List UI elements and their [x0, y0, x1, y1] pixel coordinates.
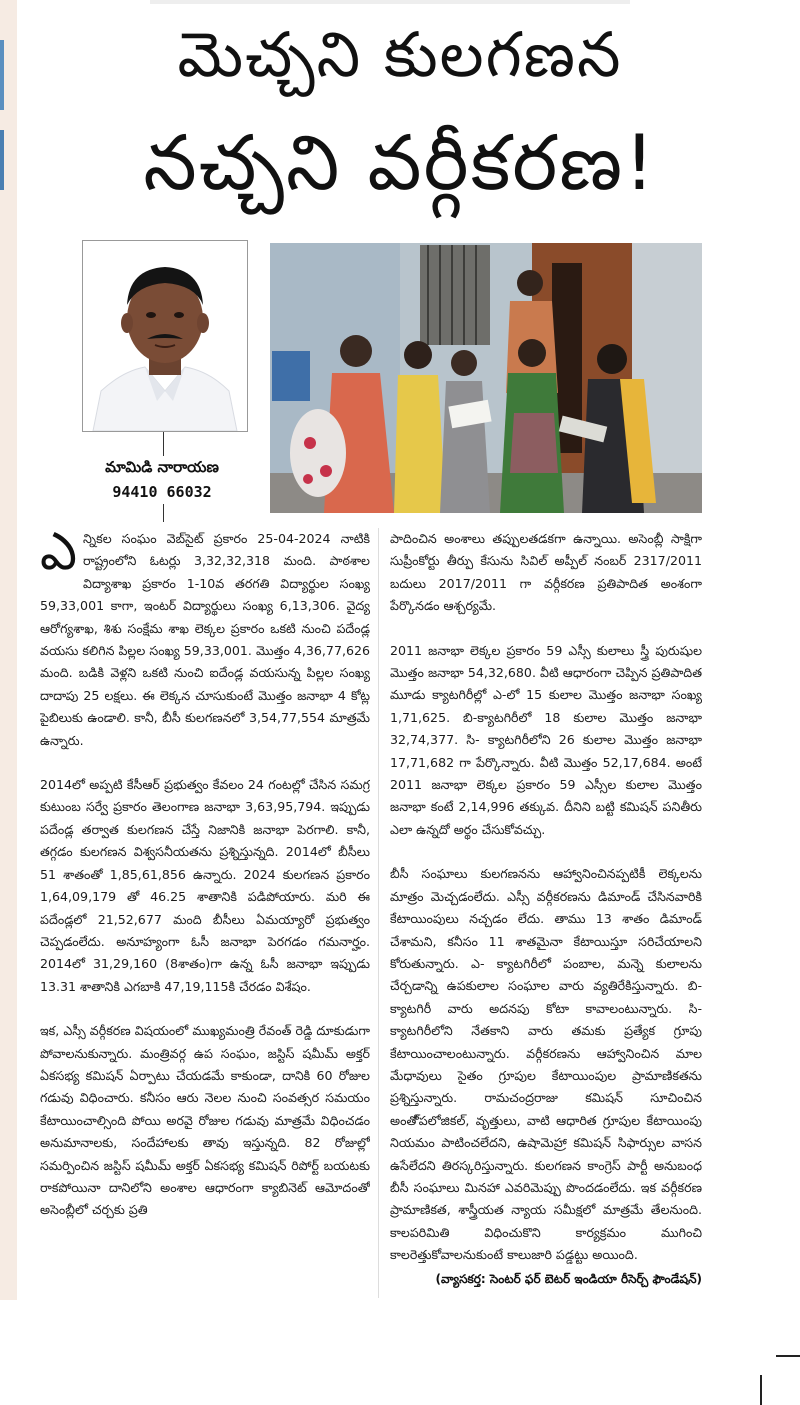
article-column-left — [40, 528, 370, 1298]
author-name: మామిడి నారాయణ — [105, 458, 219, 476]
page-edge-strip — [0, 0, 17, 1300]
edge-mark — [0, 130, 4, 190]
article-paragraph: 2014లో అప్పటి కేసీఆర్ ప్రభుత్వం కేవలం 24 గంటల్లో చేసిన సమగ్ర కుటుంబ సర్వే ప్రకారం తెలంగాణ జనాభా 3,63,95,794. ఇప్పుడు పదేండ్ల తర్వాత కులగణన చేస్తే నిజానికి జనాభా పెరగాలి. కానీ, తగ్గడం కులగణన విశ్వసనీయతను ప్రశ్నిస్తున్నది. 2014లో బీసీలు 51 శాతంతో 1,85,61,856 ఉన్నారు. 2024 కులగణన ప్రకారం 1,64,09,179 తో 46.25 శాతానికి పడిపోయారు. మరి ఈ పదేండ్లలో 21,52,677 మంది బీసీలు ఏమయ్యారో ప్రభుత్వం చెప్పడంలేదు. అనూహ్యంగా ఓసీ జనాభా పెరగడం గమనార్హం. 2014లో 31,29,160 (8శాతం)గా ఉన్న ఓసీ జనాభా ఇప్పుడు 13.31 శాతానికి ఎగబాకి 47,19,115కి చేరడం విశేషం. — [40, 777, 370, 994]
article-paragraph: 2011 జనాభా లెక్కల ప్రకారం 59 ఎస్సీ కులాలు స్త్రీ పురుషుల మొత్తం జనాభా 54,32,680. వీటి ఆధారంగా చెప్పిన ప్రతిపాదిత మూడు క్యాటగిరీల్లో ఎ-లో 15 కులాల మొత్తం జనాభా సంఖ్య 1,71,625. బి-క్యాటగిరీలో 18 కులాల మొత్తం జనాభా 32,74,377. సి- క్యాటగిరీలోని 26 కులాల మొత్తం జనాభా 17,71,682 గా పేర్కొన్నారు. వీటి మొత్తం 52,17,684. అంటే 2011 జనాభా లెక్కల ప్రకారం 59 ఎస్సీల కులాల మొత్తం జనాభా కంటే 2,14,996 తక్కువ. దీనిని బట్టి కమిషన్ పనితీరు ఎలా ఉన్నదో అర్థం చేసుకోవచ్చు. — [390, 642, 702, 837]
headline-line-1: మెచ్చని కులగణన — [177, 18, 623, 91]
author-phone: 94410 66032 — [112, 483, 212, 501]
column-divider — [378, 528, 379, 1298]
drop-cap: ఎ — [40, 528, 77, 582]
article-paragraph: ఎన్నికల సంఘం వెబ్‌సైట్ ప్రకారం 25-04-2024 నాటికి రాష్ట్రంలోని ఓటర్లు 3,32,32,318 మంది. పాఠశాల విద్యాశాఖ ప్రకారం 1-10వ తరగతి విద్యార్థుల సంఖ్య 59,33,001 కాగా, ఇంటర్ విద్యార్థులు సంఖ్య 6,13,306. వైద్య ఆరోగ్యశాఖ, శిశు సంక్షేమ శాఖ లెక్కల ప్రకారం ఒకటి నుంచి పదేండ్ల వయసు కలిగిన పిల్లల సంఖ్య 59,33,001. మొత్తం 4,36,77,626 మంది. బడికి వెళ్లని ఒకటి నుంచి ఐదేండ్ల వయసున్న పిల్లల సంఖ్య దాదాపు 25 లక్షలు. ఈ లెక్కన చూసుకుంటే మొత్తం జనాభా 4 కోట్ల పైబిలుకు ఉండాలి. కానీ, బీసీ కులగణనలో 3,54,77,554 మాత్రమే ఉన్నారు. — [40, 528, 370, 748]
crop-mark — [760, 1375, 762, 1405]
article-paragraph: పాదించిన అంశాలు తప్పులతడకగా ఉన్నాయి. అసెంబ్లీ సాక్షిగా సుప్రీంకోర్టు తీర్పు కేసును సివిల్ అప్పీల్ నంబర్ 2317/2011 బదులు 2017/2011 గా వర్గీకరణ ప్రతిపాదిత అంశంగా పేర్కొనడం ఆశ్చర్యమే. — [390, 531, 702, 614]
author-portrait — [82, 240, 248, 432]
article-column-right — [390, 528, 702, 1268]
top-rule — [150, 0, 630, 4]
survey-photo — [270, 243, 702, 513]
author-connector — [163, 432, 164, 456]
article-paragraph: బీసీ సంఘాలు కులగణనను ఆహ్వానించినప్పటికీ లెక్కలను మాత్రం మెచ్చడంలేదు. ఎస్సీ వర్గీకరణను డిమాండ్ చేసినవారికి కేటాయింపులు నచ్చడం లేదు. తాము 13 శాతం డిమాండ్ చేశామని, కనీసం 11 శాతమైనా కేటాయిస్తూ సరిచేయాలని కోరుతున్నారు. ఎ- క్యాటగిరీలో పంబాల, మన్నె కులాలను చేర్చడాన్ని ఉపకులాల సంఘాల వారు వ్యతిరేకిస్తున్నారు. బి-క్యాటగిరీ వారు అదనపు కోటా కావాలంటున్నారు. సి- క్యాటగిరీలోని నేతకాని వారు తమకు ప్రత్యేక గ్రూపు కేటాయించాలంటున్నారు. వర్గీకరణను ఆహ్వానించిన మాల మేధావులు సైతం గ్రూపుల కేటాయింపుల ప్రామాణికతను ప్రశ్నిస్తున్నారు. రామచంద్రరాజు కమిషన్ సూచించిన అంతో్పలోజికల్, వృత్తులు, వాటి ఆధారిత గ్రూపుల కేటాయింపు నియమం పాటించలేదని, ఉషామెహ్రా కమిషన్ సిఫార్సుల వాసన ఉసేలేదని తిరస్కరిస్తున్నారు. కులగణన కాంగ్రెస్ పార్టీ అనుబంధ బీసీ సంఘాలు మినహా ఎవరిమెప్పు పొందడంలేదు. ఇక వర్గీకరణ ప్రామాణికత, శాస్త్రీయత న్యాయ సమీక్షలో మాత్రమే తేలనుంది. కాలపరిమితి విధించుకొని కార్యక్రమం ముగించి కాలరెత్తుకోవాలనుకుంటే కాలుజారి పడ్డట్టు అయింది. — [390, 866, 702, 1263]
author-credit: (వ్యాసకర్త: సెంటర్ ఫర్ బెటర్ ఇండియా రీసెర్చ్ ఫౌండేషన్) — [435, 1272, 702, 1286]
headline-line-2: నచ్చని వర్గీకరణ! — [143, 118, 657, 207]
article-paragraph: ఇక, ఎస్సీ వర్గీకరణ విషయంలో ముఖ్యమంత్రి రేవంత్ రెడ్డి దూకుడుగా పోవాలనుకున్నారు. మంత్రివర్గ ఉప సంఘం, జస్టిస్ షమీమ్ అక్తర్ ఏకసభ్య కమిషన్ ఏర్పాటు చేయడమే కాకుండా, దానికి 60 రోజుల గడువు విధించారు. కనీసం ఆరు నెలల నుంచి సంవత్సర సమయం కేటాయించాల్సింది పోయి అరవై రోజుల గడువు మాత్రమే విధించడం అనుమానాలకు, సందేహాలకు తావు ఇస్తున్నది. 82 రోజుల్లో సమర్పించిన జస్టిస్ షమీమ్ అక్తర్ ఏకసభ్య కమిషన్ రిపోర్ట్ బయటకు రాకపోయినా దానిలోని అంశాల ఆధారంగా క్యాబినెట్ ఆమోదంతో అసెంబ్లీలో చర్చకు ప్రతి — [40, 1023, 370, 1218]
edge-mark — [0, 40, 4, 110]
author-connector — [163, 504, 164, 522]
crop-mark — [776, 1355, 800, 1357]
